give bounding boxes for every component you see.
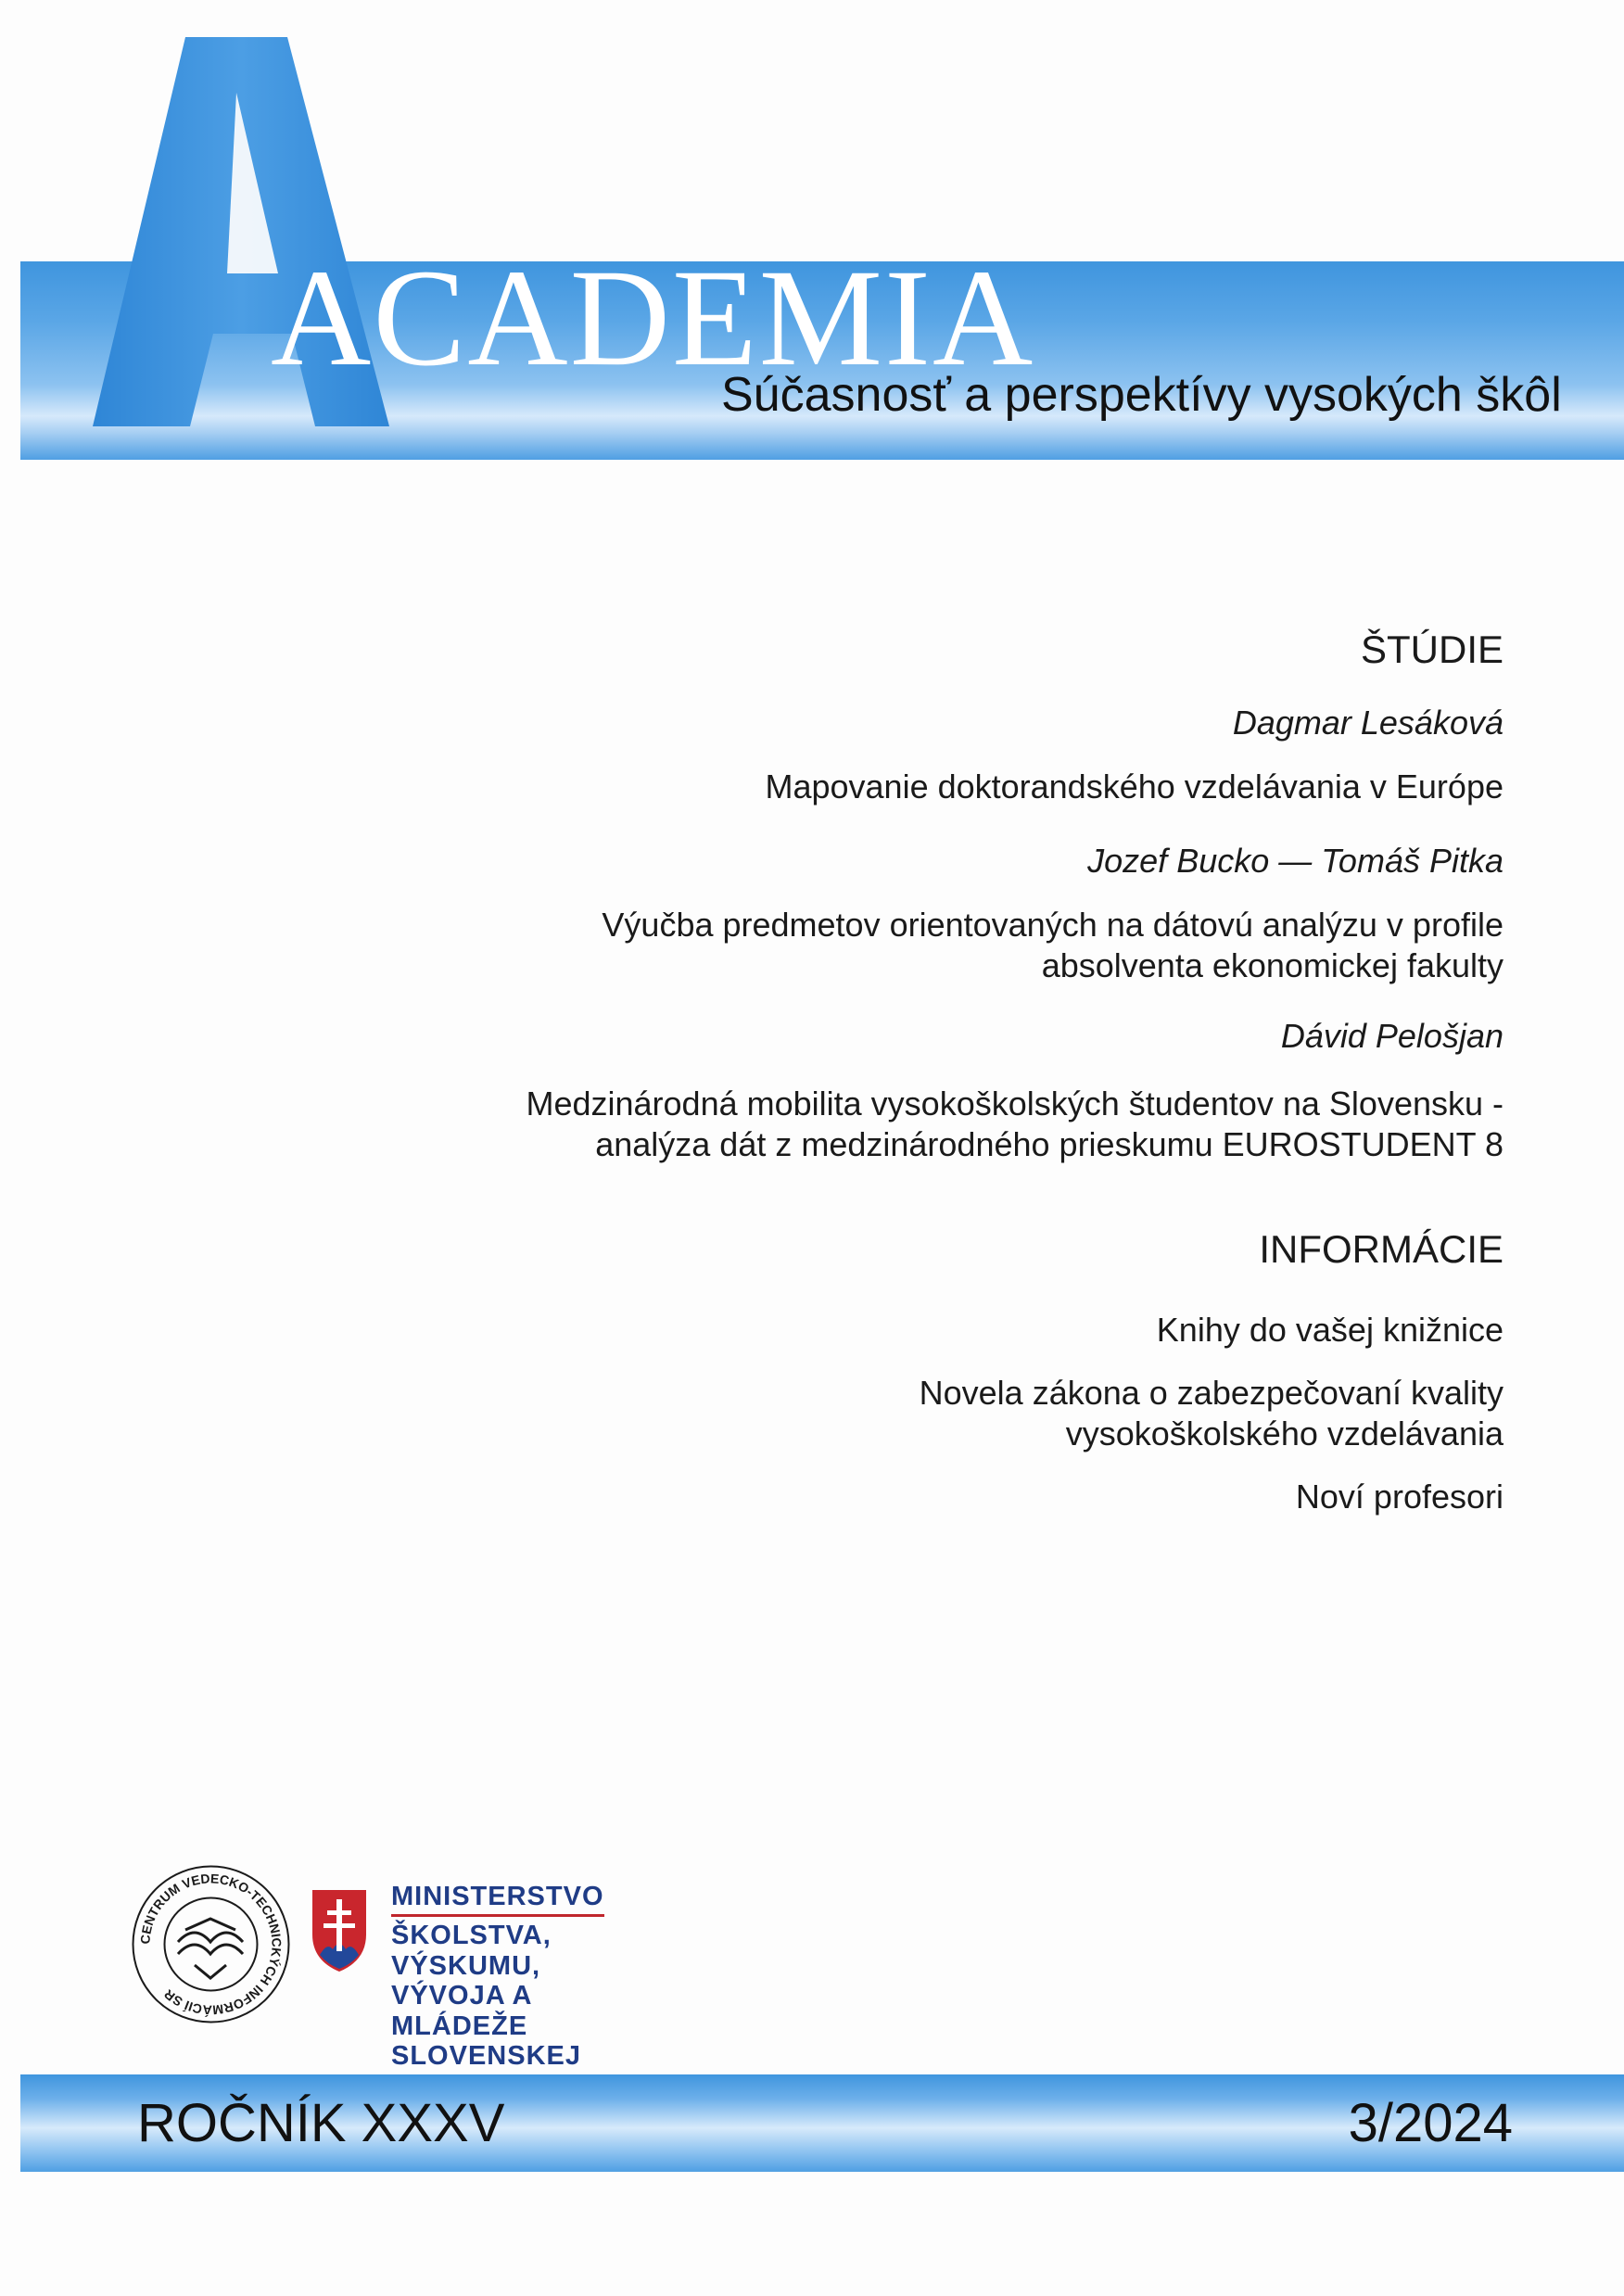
ministry-name [391, 1882, 604, 2101]
article-title: analýza dát z medzinárodného prieskumu EUROSTUDENT 8 [595, 1125, 1503, 1164]
info-heading: INFORMÁCIE [1259, 1227, 1503, 1272]
cvti-seal-text: CENTRUM VEDECKO-TECHNICKÝCH INFORMÁCIÍ SR [137, 1871, 285, 2018]
article-title: Mapovanie doktorandského vzdelávania v Európe [765, 767, 1503, 806]
svg-text:CENTRUM VEDECKO-TECHNICKÝCH IN [137, 1871, 284, 2017]
ministry-name-line: MINISTERSTVO [391, 1882, 604, 1917]
table-of-contents [298, 630, 1503, 1517]
article-author: Jozef Bucko — Tomáš Pitka [1087, 842, 1503, 881]
article-title: Medzinárodná mobilita vysokoškolských študentov na Slovensku - [526, 1085, 1503, 1123]
slovak-coat-of-arms-icon [311, 1888, 368, 1973]
volume-label: ROČNÍK XXXV [137, 2093, 505, 2153]
article-author: Dagmar Lesáková [1232, 704, 1503, 742]
issue-number: 3/2024 [1348, 2093, 1513, 2153]
info-item: Noví profesori [1295, 1477, 1503, 1516]
ministry-name-line: VÝVOJA A MLÁDEŽE [391, 1981, 532, 2041]
studies-heading: ŠTÚDIE [1360, 628, 1503, 671]
info-item: Knihy do vašej knižnice [1156, 1311, 1503, 1350]
article-title: Výučba predmetov orientovaných na dátovú analýzu v profile [602, 906, 1503, 945]
article-title: absolventa ekonomickej fakulty [1041, 946, 1503, 985]
journal-wordmark: ACADEMIA [271, 241, 1035, 395]
info-item: vysokoškolského vzdelávania [1065, 1414, 1503, 1452]
ministry-name-line: SLOVENSKEJ [391, 2041, 581, 2072]
ministry-name-line: ŠKOLSTVA, VÝSKUMU, [391, 1921, 552, 1981]
info-item: Novela zákona o zabezpečovaní kvality [919, 1374, 1503, 1412]
cvti-seal-icon [130, 1863, 292, 2025]
journal-subtitle: Súčasnosť a perspektívy vysokých škôl [721, 368, 1562, 422]
article-author: Dávid Pelošjan [1280, 1017, 1503, 1056]
